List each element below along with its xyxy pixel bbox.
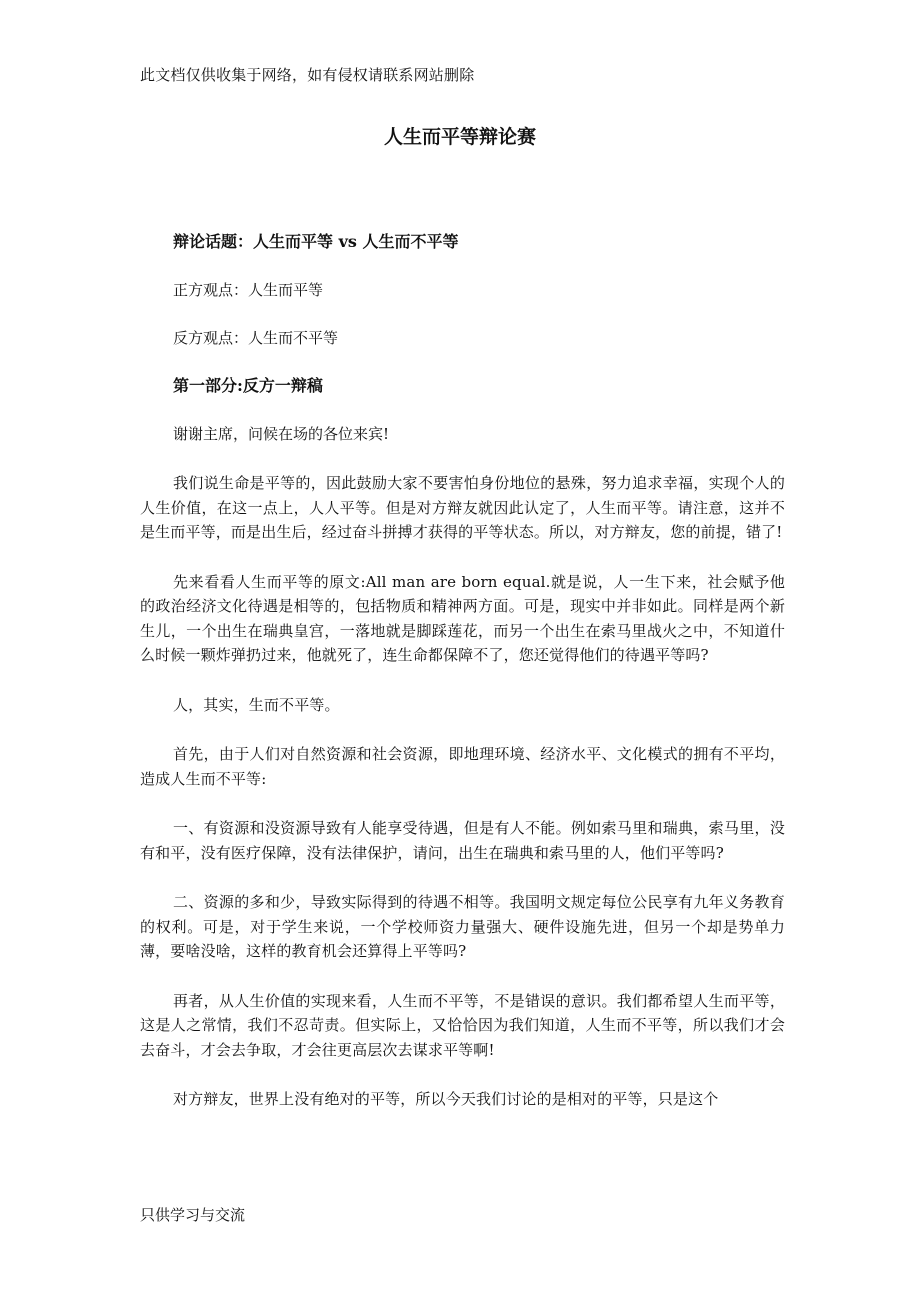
- paragraph: 二、资源的多和少，导致实际得到的待遇不相等。我国明文规定每位公民享有九年义务教育的权利。可是，对于学生来说，一个学校师资力量强大、硬件设施先进，但另一个却是势单力薄，要啥没啥，这样的教育机会还算得上平等吗?: [140, 893, 785, 960]
- header-disclaimer: 此文档仅供收集于网络，如有侵权请联系网站删除: [140, 66, 475, 84]
- pro-viewpoint: 正方观点：人生而平等: [173, 281, 324, 299]
- debate-topic: 辩论话题：人生而平等 vs 人生而不平等: [173, 232, 459, 251]
- document-body: [140, 230, 785, 1112]
- con-viewpoint: 反方观点：人生而不平等: [173, 329, 339, 347]
- section-heading: 第一部分:反方一辩稿: [173, 376, 323, 395]
- greeting-line: 谢谢主席，问候在场的各位来宾!: [173, 425, 390, 443]
- footer-note: 只供学习与交流: [140, 1206, 246, 1224]
- paragraph: 再者，从人生价值的实现来看，人生而不平等，不是错误的意识。我们都希望人生而平等，这是人之常情，我们不忍苛责。但实际上，又恰恰因为我们知道，人生而不平等，所以我们才会去奋斗，才会去争取，才会往更高层次去谋求平等啊!: [140, 991, 785, 1059]
- paragraph: 对方辩友，世界上没有绝对的平等，所以今天我们讨论的是相对的平等，只是这个: [173, 1090, 719, 1108]
- document-title: 人生而平等辩论赛: [383, 126, 536, 148]
- paragraph: 我们说生命是平等的，因此鼓励大家不要害怕身份地位的悬殊，努力追求幸福，实现个人的人生价值，在这一点上，人人平等。但是对方辩友就因此认定了，人生而平等。请注意，这并不是生而平等，而是出生后，经过奋斗拼搏才获得的平等状态。所以，对方辩友，您的前提，错了!: [140, 474, 785, 541]
- paragraph: 首先，由于人们对自然资源和社会资源，即地理环境、经济水平、文化模式的拥有不平均，造成人生而不平等:: [140, 745, 785, 788]
- paragraph: 一、有资源和没资源导致有人能享受待遇，但是有人不能。例如索马里和瑞典，索马里，没有和平，没有医疗保障，没有法律保护，请问，出生在瑞典和索马里的人，他们平等吗?: [140, 819, 785, 862]
- paragraph: 人，其实，生而不平等。: [173, 695, 340, 714]
- paragraph: 先来看看人生而平等的原文:All man are born equal.就是说，人一生下来，社会赋予他的政治经济文化待遇是相等的，包括物质和精神两方面。可是，现实中并非如此。同样是两个新生儿，一个出生在瑞典皇宫，一落地就是脚踩莲花，而另一个出生在索马里战火之中，不知道什么时候一颗炸弹扔过来，他就死了，连生命都保障不了，您还觉得他们的待遇平等吗?: [140, 572, 785, 664]
